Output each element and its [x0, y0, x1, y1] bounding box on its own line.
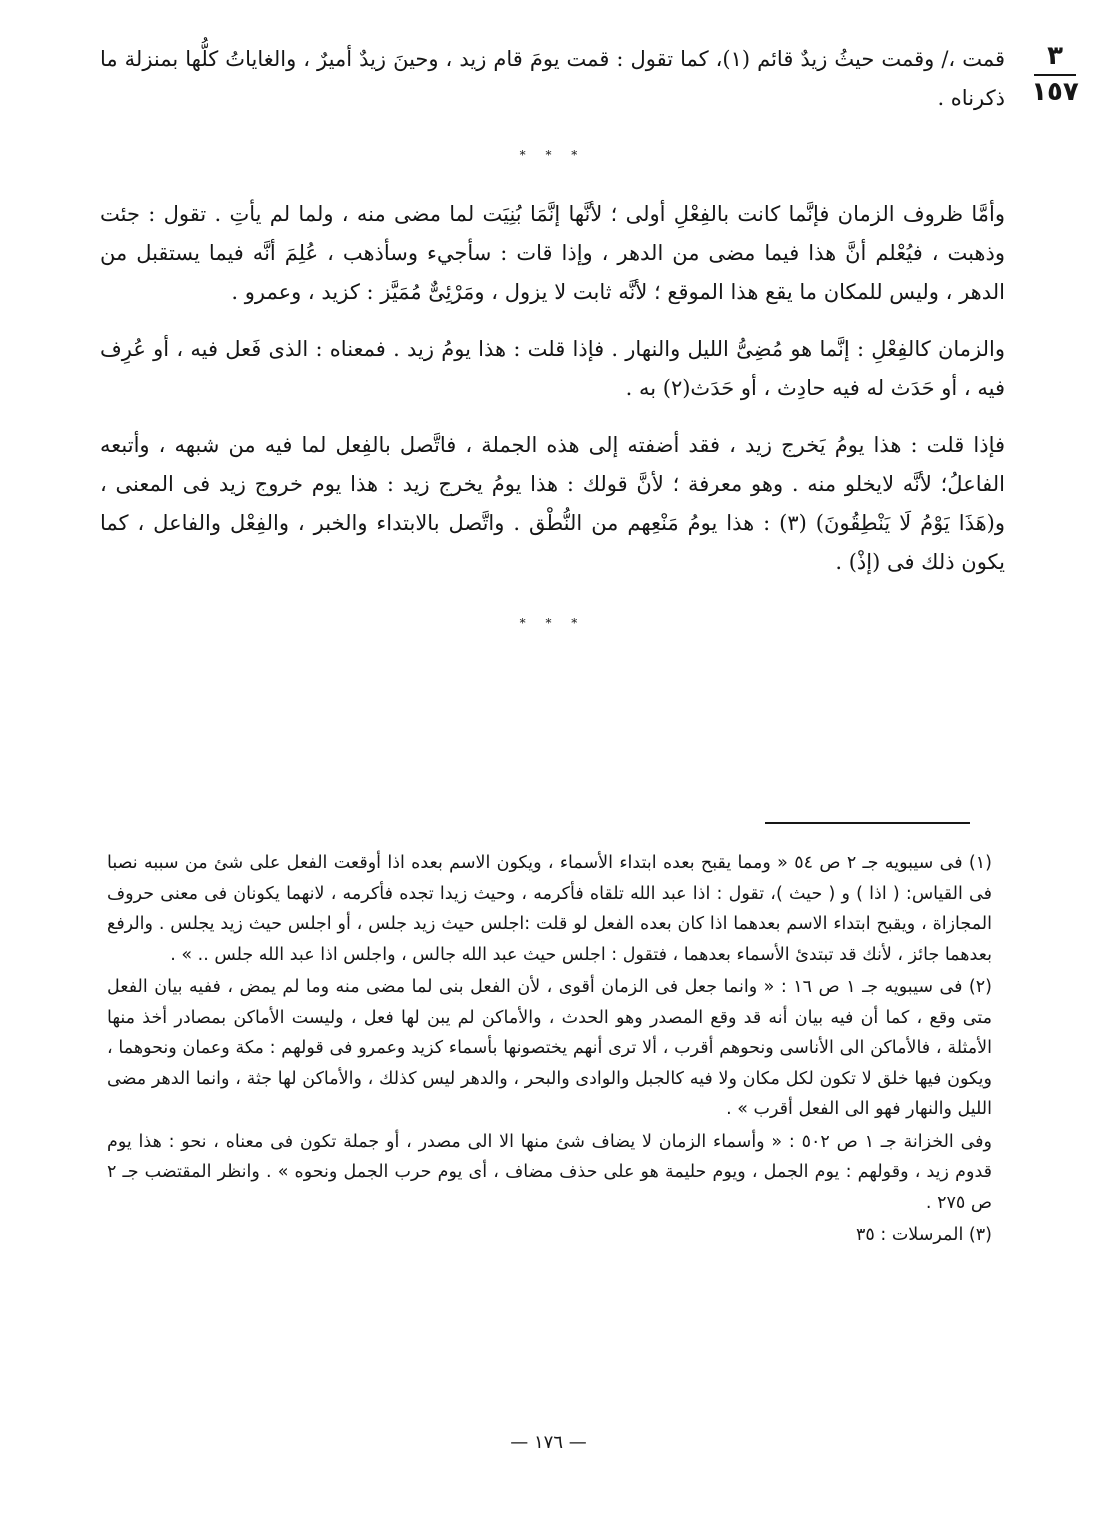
footnote: (٢) فى سيبويه جـ ١ ص ١٦ : « وانما جعل فى الزمان أقوى ، لأن الفعل بنى لما مضى منه وما لم يمض ، ففيه بيان الفعل متى وقع ، كما أن فيه بيان أنه قد وقع المصدر وهو الحدث ، والأماكن لم يبن لها فعل ، وليست الأماكن بمصادر أخذ منها الأمثلة ، فالأماكن الى الأناسى ونحوهم أقرب ، ألا ترى أنهم يختصونها بأسماء كزيد وعمرو فى قولهم : مكة وعمان ونحوهما ، ويكون فيها خلق لا تكون لكل مكان ولا فيه كالجبل والوادى والبحر ، والدهر ليس كذلك ، والأماكن لها جثة ، وانما الدهر مضى الليل والنهار فهو الى الفعل أقرب » . [107, 977, 992, 1119]
paragraph: قمت ،/ وقمت حيثُ زيدٌ قائم (١)، كما تقول : قمت يومَ قام زيد ، وحينَ زيدٌ أميرٌ ، والغاياتُ كلُّها بمنزلة ما ذكرناه . [100, 47, 1006, 110]
paragraph: فإذا قلت : هذا يومُ يَخرج زيد ، فقد أضفته إلى هذه الجملة ، فاتَّصل بالفِعل لما فيه من شبهه ، وأتبعه الفاعلُ؛ لأنَّه لايخلو منه . وهو معرفة ؛ لأنَّ قولك : هذا يومُ يخرج زيد : هذا يوم خروج زيد فى المعنى ، و(هَذَا يَوْمُ لَا يَنْطِقُونَ) (٣) : هذا يومُ مَنْعِهم من النُّطْق . واتَّصل بالابتداء والخبر ، والفِعْل والفاعل ، كما يكون ذلك فى (إذْ) . [100, 433, 1005, 574]
margin-volume-number: ٣ [1034, 42, 1076, 76]
paragraph: والزمان كالفِعْلِ : إنَّما هو مُضِىُّ الليل والنهار . فإذا قلت : هذا يومُ زيد . فمعناه : الذى فَعل فيه ، أو عُرِف فيه ، أو حَدَث له فيه حادِث ، أو حَدَث(٢) به . [100, 337, 1005, 400]
footnote: (١) فى سيبويه جـ ٢ ص ٥٤ « ومما يقبح بعده ابتداء الأسماء ، ويكون الاسم بعده اذا أوقعت الفعل على شئ من سببه نصبا فى القياس: ( اذا ) و ( حيث )، تقول : اذا عبد الله تلقاه فأكرمه ، وحيث زيدا تجده فأكرمه ، لانهما يكونان فى معنى حروف المجازاة ، ويقبح ابتداء الاسم بعدهما اذا كان بعده الفعل لو قلت :اجلس حيث زيد جلس ، أو اجلس حيث زيد يجلس . والرفع بعدهما جائز ، لأنك قد تبتدئ الأسماء بعدهما ، فتقول : اجلس حيث عبد الله جالس ، واجلس اذا عبد الله جلس .. » . [107, 853, 992, 965]
footnote-divider [765, 822, 970, 824]
paragraph: وأمَّا ظروف الزمان فإنَّما كانت بالفِعْلِ أولى ؛ لأنَّها إنَّمَا بُنِيَت لما مضى منه ، ولما لم يأتِ . تقول : جئت وذهبت ، فيُعْلم أنَّ هذا فيما مضى من الدهر ، وإذا قات : سأجيء وسأذهب ، عُلِمَ أنَّه فيما يستقبل من الدهر ، وليس للمكان ما يقع هذا الموقع ؛ لأنَّه ثابت لا يزول ، ومَرْئِىٌّ مُمَيَّز : كزيد ، وعمرو . [100, 202, 1005, 304]
margin-page-reference [1020, 42, 1090, 108]
footnote: وفى الخزانة جـ ١ ص ٥٠٢ : « وأسماء الزمان لا يضاف شئ منها الا الى مصدر ، أو جملة تكون فى معناه ، نحو : هذا يوم قدوم زيد ، وقولهم : يوم الجمل ، ويوم حليمة هو على حذف مضاف ، أى يوم حرب الجمل ونحوه » . وانظر المقتضب جـ ٢ ص ٢٧٥ . [107, 1131, 992, 1213]
section-separator: * * * [519, 616, 586, 630]
footnotes [107, 848, 992, 1253]
page-number: — ١٧٦ — [510, 1432, 587, 1453]
margin-original-page-number: ١٥٧ [1031, 76, 1079, 107]
section-separator: * * * [519, 148, 586, 162]
main-text [100, 40, 1005, 643]
footnote: (٣) المرسلات : ٣٥ [855, 1225, 992, 1245]
